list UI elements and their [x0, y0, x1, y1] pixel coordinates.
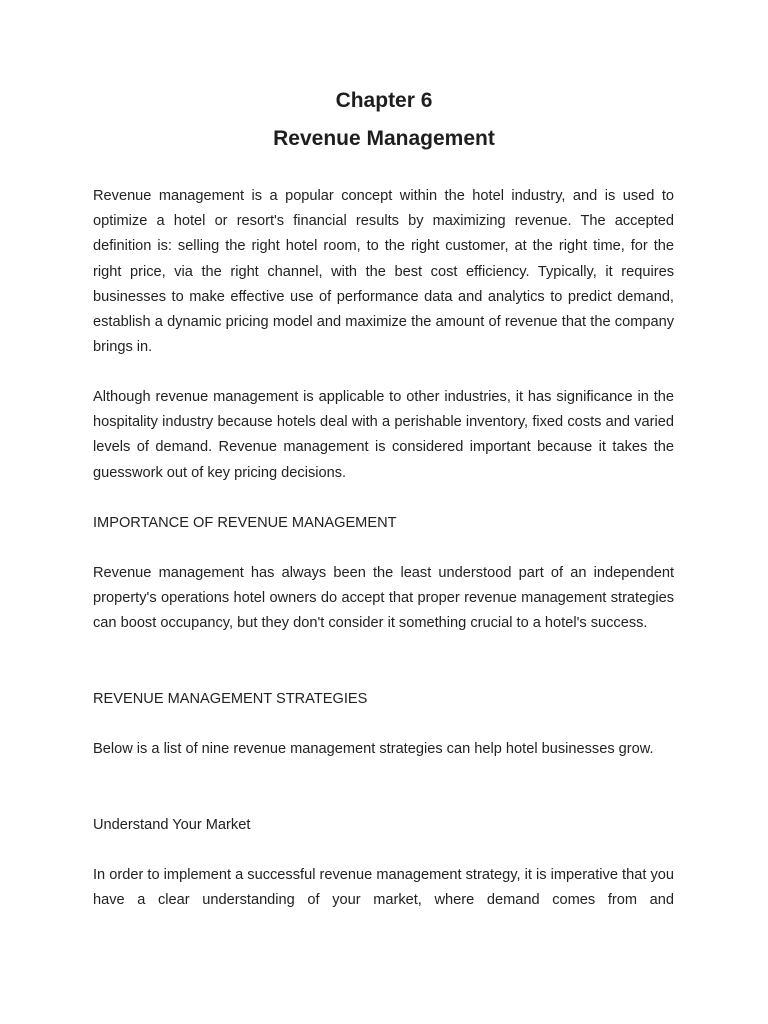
chapter-title: Revenue Management — [273, 127, 495, 150]
paragraph-intro: Revenue management is a popular concept within the hotel industry, and is used to optimize a hotel or resort's financial results by maximizing revenue. The accepted definition is: selling the right hotel room, to the right customer, at the right time, for the right price, via the right channel, with the best cost efficiency. Typically, it requires businesses to make effective use of performance data and analytics to predict demand, establish a dynamic pricing model and maximize the amount of revenue that the company brings in. — [93, 188, 674, 356]
paragraph-importance: Revenue management has always been the least understood part of an independent property's operations hotel owners do accept that proper revenue management strategies can boost occupancy, but they don't consider it something crucial to a hotel's success. — [93, 565, 674, 632]
paragraph-understand-market: In order to implement a successful revenue management strategy, it is imperative that you have a clear understanding of your market, where demand comes from and — [93, 867, 674, 909]
chapter-label: Chapter 6 — [335, 89, 433, 112]
paragraph-significance: Although revenue management is applicable to other industries, it has significance in the hospitality industry because hotels deal with a perishable inventory, fixed costs and varied levels of demand. Revenue management is considered important because it takes the guesswork out of key pricing decisions. — [93, 389, 674, 481]
paragraph-strategies-intro: Below is a list of nine revenue management strategies can help hotel businesses grow. — [93, 741, 654, 757]
subheading-understand-market: Understand Your Market — [93, 817, 251, 833]
section-heading-strategies: REVENUE MANAGEMENT STRATEGIES — [93, 691, 368, 707]
section-heading-importance: IMPORTANCE OF REVENUE MANAGEMENT — [93, 515, 397, 531]
